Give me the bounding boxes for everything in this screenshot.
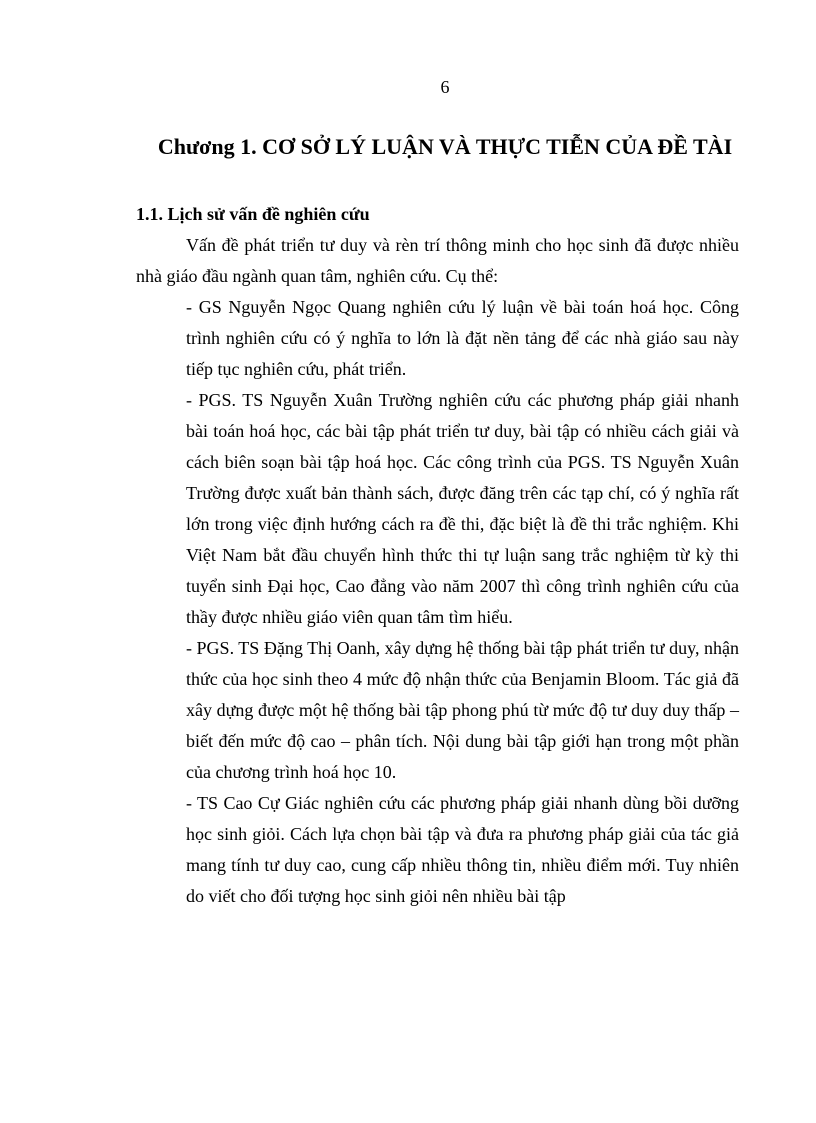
section-heading: 1.1. Lịch sử vấn đề nghiên cứu — [136, 204, 370, 224]
list-item: - PGS. TS Đặng Thị Oanh, xây dựng hệ thống bài tập phát triển tư duy, nhận thức của học sinh theo 4 mức độ nhận thức của Benjamin Bloom. Tác giả đã xây dựng được một hệ thống bài tập phong phú từ mức độ tư duy duy thấp – biết đến mức độ cao – phân tích. Nội dung bài tập giới hạn trong một phần của chương trình hoá học 10. — [186, 638, 739, 782]
list-item: - GS Nguyễn Ngọc Quang nghiên cứu lý luận về bài toán hoá học. Công trình nghiên cứu có ý nghĩa to lớn là đặt nền tảng để các nhà giáo sau này tiếp tục nghiên cứu, phát triển. — [186, 297, 739, 379]
page-number: 6 — [440, 77, 450, 97]
chapter-title: Chương 1. CƠ SỞ LÝ LUẬN VÀ THỰC TIỄN CỦA ĐỀ TÀI — [157, 134, 733, 159]
list-item: - TS Cao Cự Giác nghiên cứu các phương pháp giải nhanh dùng bồi dưỡng học sinh giỏi. Cách lựa chọn bài tập và đưa ra phương pháp giải của tác giả mang tính tư duy cao, cung cấp nhiều thông tin, nhiều điểm mới. Tuy nhiên do viết cho đối tượng học sinh giỏi nên nhiều bài tập — [186, 793, 739, 906]
document-body — [136, 230, 739, 912]
list-item: - PGS. TS Nguyễn Xuân Trường nghiên cứu các phương pháp giải nhanh bài toán hoá học, các bài tập phát triển tư duy, bài tập có nhiều cách giải và cách biên soạn bài tập hoá học. Các công trình của PGS. TS Nguyễn Xuân Trường được xuất bản thành sách, được đăng trên các tạp chí, có ý nghĩa rất lớn trong việc định hướng cách ra đề thi, đặc biệt là đề thi trắc nghiệm. Khi Việt Nam bắt đầu chuyển hình thức thi tự luận sang trắc nghiệm từ kỳ thi tuyển sinh Đại học, Cao đẳng vào năm 2007 thì công trình nghiên cứu của thầy được nhiều giáo viên quan tâm tìm hiểu. — [186, 390, 739, 627]
intro-paragraph: Vấn đề phát triển tư duy và rèn trí thông minh cho học sinh đã được nhiều nhà giáo đầu ngành quan tâm, nghiên cứu. Cụ thể: — [136, 235, 739, 286]
